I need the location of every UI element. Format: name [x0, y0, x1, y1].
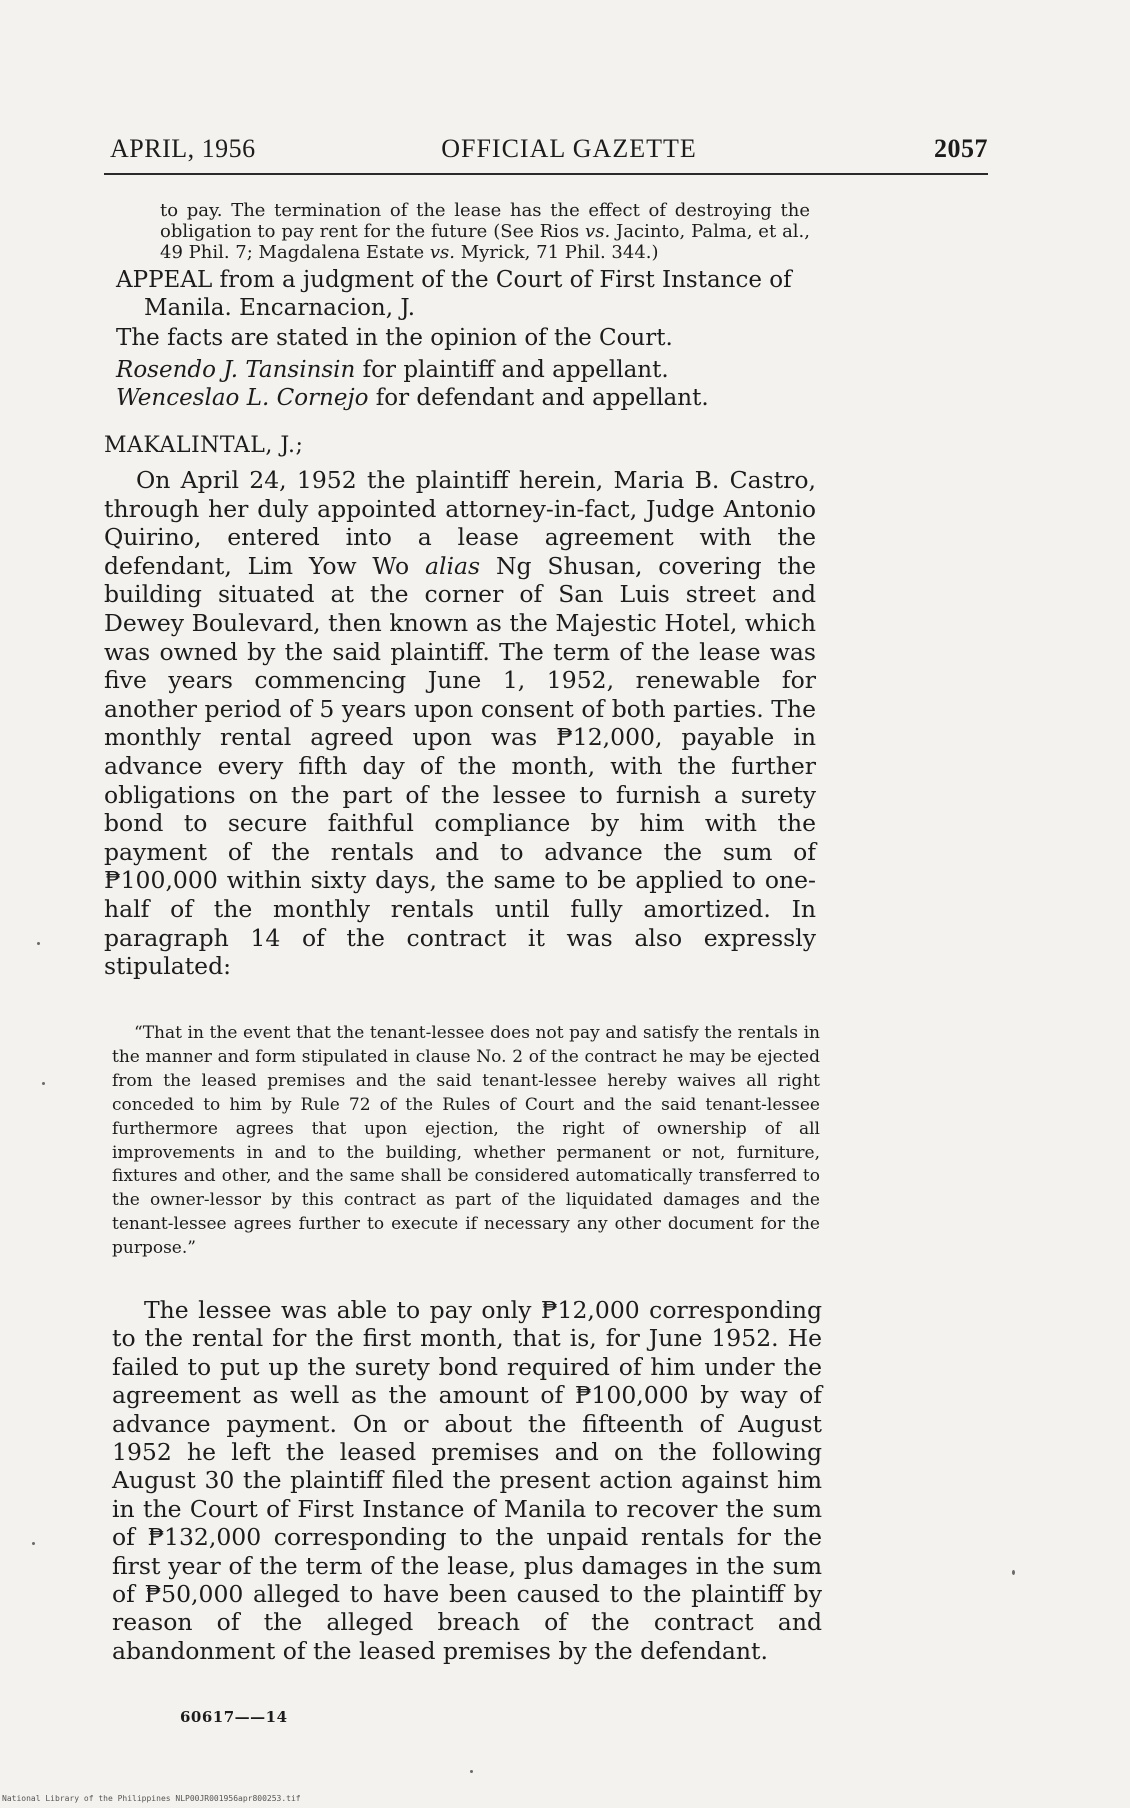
syllabus-part-2: Jacinto, Palma, et al., 49 Phil. 7; Magdalena Estate [160, 221, 810, 263]
scan-footer: National Library of the Philippines NLP00JR001956apr800253.tif [2, 1794, 301, 1803]
page-header [104, 130, 988, 164]
printer-signature: 60617——14 [180, 1708, 288, 1726]
scan-speck [1012, 1570, 1015, 1575]
counsel-defendant [116, 384, 816, 412]
syllabus-vs-1: vs. [585, 221, 611, 242]
counsel-defendant-name: Wenceslao L. Cornejo [116, 385, 369, 411]
contract-quote: “That in the event that the tenant-lessee does not pay and satisfy the rentals in the manner and form stipulated in clause No. 2 of the contract he may be ejected from the leased premises and the said tenant-lessee hereby waives all right conceded to him by Rule 72 of the Rules of Court and the said tenant-lessee furthermore agrees that upon ejection, the right of ownership of all improvements in and to the building, whether permanent or not, furniture, fixtures and other, and the same shall be considered automatically transferred to the owner-lessor by this contract as part of the liquidated damages and the tenant-lessee agrees further to execute if necessary any other document for the purpose.” [112, 1023, 820, 1259]
scan-speck [42, 1082, 45, 1085]
syllabus-part-1: to pay. The termination of the lease has the effect of destroying the obligation to pay rent for the future (See Rios [160, 200, 810, 242]
counsel-plaintiff [116, 356, 816, 384]
paragraph-1-part-1: On April 24, 1952 the plaintiff herein, Maria B. Castro, through her duly appointed attorney-in-fact, Judge Antonio Quirino, entered into a lease agreement with the defendant, Lim Yow Wo [104, 466, 816, 580]
counsel-defendant-role: for defendant and appellant. [368, 385, 709, 411]
header-page-number: 2057 [934, 134, 988, 163]
paragraph-1-alias: alias [424, 551, 481, 580]
scan-speck [32, 1542, 35, 1545]
justice-name: MAKALINTAL, J.; [104, 433, 304, 458]
counsel-plaintiff-role: for plaintiff and appellant. [355, 357, 669, 383]
scan-speck [470, 1770, 473, 1773]
facts-line: The facts are stated in the opinion of the Court. [116, 325, 673, 351]
header-date: APRIL, 1956 [110, 134, 256, 163]
header-publication-title: OFFICIAL GAZETTE [441, 134, 697, 163]
scan-speck [37, 942, 40, 945]
syllabus-part-3: Myrick, 71 Phil. 344.) [455, 242, 659, 263]
syllabus-text [160, 200, 810, 263]
syllabus-vs-2: vs. [429, 242, 456, 263]
header-rule [104, 173, 988, 175]
opinion-paragraph-1 [104, 466, 816, 981]
counsel-plaintiff-name: Rosendo J. Tansinsin [116, 357, 356, 383]
appeal-line: APPEAL from a judgment of the Court of First Instance of Manila. Encarnacion, J. [116, 267, 792, 321]
opinion-paragraph-2: The lessee was able to pay only ₱12,000 corresponding to the rental for the first month, that is, for June 1952. He failed to put up the surety bond required of him under the agreement as well as the amount of ₱100,000 by way of advance payment. On or about the fifteenth of August 1952 he left the leased premises and on the following August 30 the plaintiff filed the present action against him in the Court of First Instance of Manila to recover the sum of ₱132,000 corresponding to the unpaid rentals for the first year of the term of the lease, plus damages in the sum of ₱50,000 alleged to have been caused to the plaintiff by reason of the alleged breach of the contract and abandonment of the leased premises by the defendant. [112, 1296, 822, 1665]
paragraph-1-part-2: Ng Shusan, covering the building situated at the corner of San Luis street and Dewey Boulevard, then known as the Majestic Hotel, which was owned by the said plaintiff. The term of the lease was five years commencing June 1, 1952, renewable for another period of 5 years upon consent of both parties. The monthly rental agreed upon was ₱12,000, payable in advance every fifth day of the month, with the further obligations on the part of the lessee to furnish a surety bond to secure faithful compliance by him with the payment of the rentals and to advance the sum of ₱100,000 within sixty days, the same to be applied to one-half of the monthly rentals until fully amortized. In paragraph 14 of the contract it was also expressly stipulated: [104, 551, 816, 981]
